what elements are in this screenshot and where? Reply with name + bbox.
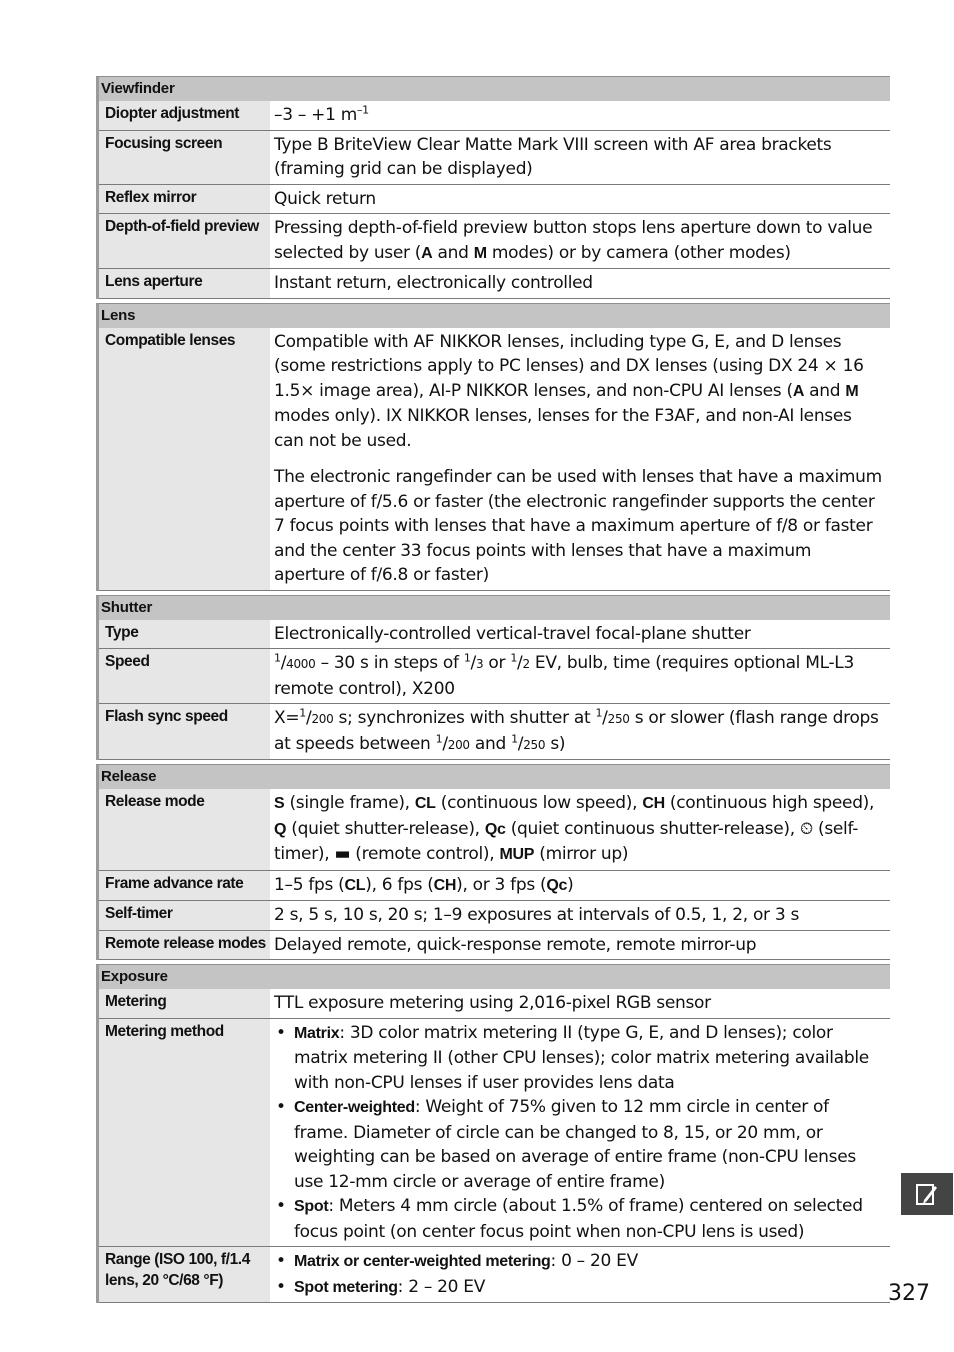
list-item: • Spot metering: 2 – 20 EV <box>274 1275 886 1301</box>
row-label: Type <box>99 620 270 649</box>
row-diopter-adjustment <box>99 101 890 131</box>
row-label: Focusing screen <box>99 131 270 184</box>
row-flash-sync-speed <box>99 704 890 760</box>
remote-control-icon: ▬ <box>334 844 351 864</box>
row-value: Compatible with AF NIKKOR lenses, including type G, E, and D lenses (some restrictions apply to PC lenses) and DX lenses (using DX 24 × 16 1.5× image area), AI-P NIKKOR lenses, and non-CPU AI lenses (A and M modes only). IX NIKKOR lenses, lenses for the F3AF, and non-AI lenses can not be used. The electronic rangefinder can be used with lenses that have a maximum aperture of f/5.6 or faster (the electronic rangefinder supports the center 7 focus points with lenses that have a maximum aperture of f/8 or faster and the center 33 focus points with lenses that have a maximum aperture of f/6.8 or faster) <box>274 331 882 585</box>
row-release-mode <box>99 789 890 871</box>
section-lens <box>96 303 890 591</box>
row-label: Remote release modes <box>99 931 270 960</box>
continuous-high-icon: CH <box>433 876 457 894</box>
row-value <box>270 1247 890 1302</box>
row-value: S (single frame), CL (continuous low speed), CH (continuous high speed), Q (quiet shutter-release), Qc (quiet continuous shutter-release), ⏲ (self-timer), ▬ (remote control), MUP (mirror up) <box>274 793 875 864</box>
row-shutter-type <box>99 620 890 650</box>
mirror-up-icon: MUP <box>499 846 535 863</box>
row-value: X=$^1$/200 s; synchronizes with shutter at $^1$/250 s or slower (flash range drops at speeds between $^1$/200 and $^1$/250 s) <box>274 706 879 754</box>
row-label: Metering <box>99 989 270 1018</box>
row-value: 1–5 fps (CL), 6 fps (CH), or 3 fps (Qc) <box>274 874 574 895</box>
section-title-release: Release <box>96 764 890 789</box>
row-value: Delayed remote, quick-response remote, remote mirror-up <box>274 934 757 955</box>
row-value: Instant return, electronically controlled <box>274 273 593 293</box>
row-label: Depth-of-field preview <box>99 214 270 268</box>
section-exposure <box>96 964 890 1303</box>
row-value: 2 s, 5 s, 10 s, 20 s; 1–9 exposures at intervals of 0.5, 1, 2, or 3 s <box>274 905 800 925</box>
row-label: Speed <box>99 649 270 703</box>
notes-pencil-icon <box>901 1173 953 1215</box>
row-label: Release mode <box>99 789 270 870</box>
row-remote-release-modes <box>99 931 890 961</box>
section-shutter <box>96 595 890 761</box>
row-label: Frame advance rate <box>99 871 270 901</box>
row-label: Metering method <box>99 1019 270 1247</box>
row-shutter-speed <box>99 649 890 704</box>
row-depth-of-field-preview <box>99 214 890 269</box>
row-value: TTL exposure metering using 2,016-pixel RGB sensor <box>274 993 711 1013</box>
row-value: Electronically-controlled vertical-travel focal-plane shutter <box>274 623 751 644</box>
list-item: • Matrix: 3D color matrix metering II (type G, E, and D lenses); color matrix metering II (other CPU lenses); color matrix metering available with non-CPU lenses if user provides lens data <box>274 1021 886 1096</box>
list-item: • Matrix or center-weighted metering: 0 – 20 EV <box>274 1249 886 1275</box>
row-lens-aperture <box>99 269 890 299</box>
row-label: Self-timer <box>99 901 270 930</box>
section-title-viewfinder: Viewfinder <box>96 76 890 101</box>
continuous-low-icon: CL <box>344 876 366 894</box>
continuous-low-icon: CL <box>414 795 436 812</box>
list-item: • Spot: Meters 4 mm circle (about 1.5% of frame) centered on selected focus point (on center focus point when non-CPU lens is used) <box>274 1194 886 1244</box>
row-metering <box>99 989 890 1019</box>
section-viewfinder <box>96 76 890 299</box>
section-title-exposure: Exposure <box>96 964 890 989</box>
list-item: • Center-weighted: Weight of 75% given to 12 mm circle in center of frame. Diameter of circle can be changed to 8, 15, or 20 mm, or weighting can be based on average of entire frame (non-CPU lenses use 12-mm circle or average of entire frame) <box>274 1095 886 1194</box>
row-frame-advance-rate <box>99 871 890 902</box>
row-label: Reflex mirror <box>99 185 270 214</box>
row-label: Flash sync speed <box>99 704 270 759</box>
section-title-lens: Lens <box>96 303 890 328</box>
mode-a-symbol: A <box>792 382 805 400</box>
row-focusing-screen <box>99 131 890 185</box>
quiet-release-icon: Q <box>274 820 287 838</box>
row-value: Pressing depth-of-field preview button stops lens aperture down to value selected by user (A and M modes) or by camera (other modes) <box>274 218 873 263</box>
mode-m-symbol: M <box>473 244 487 262</box>
row-label: Lens aperture <box>99 269 270 298</box>
section-release <box>96 764 890 960</box>
mode-m-symbol: M <box>845 382 859 400</box>
mode-a-symbol: A <box>421 244 433 262</box>
row-label: Compatible lenses <box>99 328 270 590</box>
row-self-timer <box>99 901 890 931</box>
row-label: Diopter adjustment <box>99 101 270 130</box>
continuous-high-icon: CH <box>642 795 665 812</box>
row-value: –3 – +1 $m^{-1}$ <box>274 103 369 125</box>
row-reflex-mirror <box>99 185 890 215</box>
quiet-continuous-icon: Qc <box>546 876 568 894</box>
row-label: Range (ISO 100, f/1.4 lens, 20 °C/68 °F) <box>99 1247 270 1302</box>
row-metering-range <box>99 1247 890 1303</box>
section-title-shutter: Shutter <box>96 595 890 620</box>
row-value: $^1$/4000 – 30 s in steps of $^1$/3 or $^1$/2 EV, bulb, time (requires optional ML-L3 remote control), X200 <box>274 651 854 699</box>
row-value: Type B BriteView Clear Matte Mark VIII screen with AF area brackets (framing grid can be displayed) <box>274 134 832 179</box>
row-value <box>270 1019 890 1247</box>
specifications-sheet <box>96 76 890 1307</box>
row-metering-method <box>99 1019 890 1248</box>
single-frame-icon: S <box>274 795 285 812</box>
page-number: 327 <box>888 1281 930 1306</box>
self-timer-icon: ⏲ <box>799 818 813 839</box>
quiet-continuous-icon: Qc <box>484 820 506 838</box>
row-value: Quick return <box>274 188 376 209</box>
row-compatible-lenses <box>99 328 890 591</box>
